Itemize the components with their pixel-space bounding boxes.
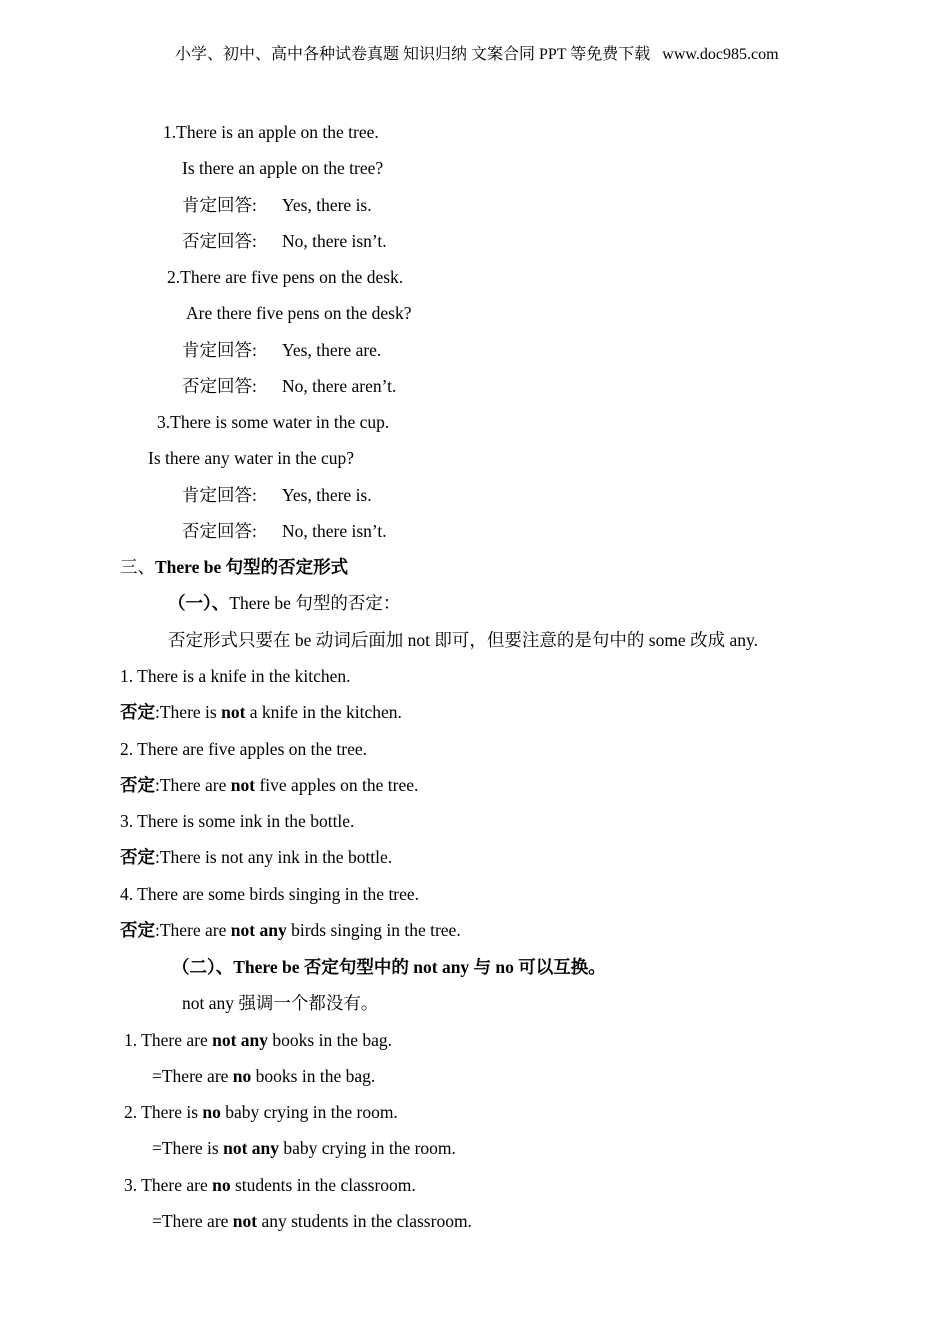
swap-1-line-1 bbox=[124, 1029, 392, 1051]
negative-label: 否定 bbox=[120, 775, 155, 795]
swap-emphasis: not bbox=[232, 1211, 258, 1231]
swap-text: students in the classroom. bbox=[230, 1175, 416, 1195]
neg-text: :There is bbox=[155, 702, 222, 722]
qa-1-positive bbox=[182, 194, 372, 216]
swap-1-line-2 bbox=[152, 1065, 375, 1087]
swap-3-line-2 bbox=[152, 1210, 472, 1232]
section-heading-en: There be bbox=[155, 557, 222, 577]
positive-label: 肯定回答: bbox=[182, 340, 257, 360]
neg-emphasis: not bbox=[221, 702, 246, 722]
qa-2-statement: 2.There are five pens on the desk. bbox=[167, 267, 404, 287]
positive-answer: Yes, there is. bbox=[282, 195, 372, 215]
page-header bbox=[175, 44, 779, 66]
neg-text: a knife in the kitchen. bbox=[245, 702, 402, 722]
swap-2-line-1 bbox=[124, 1101, 398, 1123]
negative-label: 否定 bbox=[120, 920, 155, 940]
swap-text: 3. There are bbox=[124, 1175, 213, 1195]
neg-emphasis: not any bbox=[230, 920, 287, 940]
swap-text: =There are bbox=[152, 1066, 233, 1086]
swap-text: baby crying in the room. bbox=[220, 1102, 398, 1122]
positive-answer: Yes, there are. bbox=[282, 340, 382, 360]
neg-emphasis: not bbox=[230, 775, 256, 795]
neg-text: birds singing in the tree. bbox=[286, 920, 461, 940]
swap-text: 1. There are bbox=[124, 1030, 213, 1050]
subsection-1-number: （一）、 bbox=[168, 593, 230, 613]
subsection-1-heading bbox=[168, 592, 400, 614]
example-1-sentence: 1. There is a knife in the kitchen. bbox=[120, 666, 351, 686]
subsection-1-text: There be 句型的否定： bbox=[229, 593, 401, 613]
subsection-2-heading: （二）、There be 否定句型中的 not any 与 no 可以互换。 bbox=[172, 957, 606, 977]
qa-1-question: Is there an apple on the tree? bbox=[182, 158, 384, 178]
positive-label: 肯定回答: bbox=[182, 195, 257, 215]
qa-3-negative bbox=[182, 520, 387, 542]
example-3-sentence: 3. There is some ink in the bottle. bbox=[120, 811, 355, 831]
qa-3-positive bbox=[182, 484, 372, 506]
qa-2-positive bbox=[182, 339, 381, 361]
qa-2-question: Are there five pens on the desk? bbox=[186, 303, 412, 323]
negative-label: 否定回答: bbox=[182, 376, 257, 396]
qa-1-negative bbox=[182, 230, 387, 252]
positive-label: 肯定回答: bbox=[182, 485, 257, 505]
swap-text: books in the bag. bbox=[251, 1066, 376, 1086]
subsection-2-note: not any 强调一个都没有。 bbox=[182, 993, 379, 1013]
section-number: 三、 bbox=[120, 557, 155, 577]
negative-answer: No, there isn’t. bbox=[282, 231, 387, 251]
example-3-negative bbox=[120, 846, 392, 868]
example-2-sentence: 2. There are five apples on the tree. bbox=[120, 739, 367, 759]
swap-2-line-2 bbox=[152, 1137, 456, 1159]
neg-text: five apples on the tree. bbox=[255, 775, 419, 795]
swap-text: baby crying in the room. bbox=[279, 1138, 456, 1158]
swap-text: 2. There is bbox=[124, 1102, 203, 1122]
neg-text: :There are bbox=[155, 775, 231, 795]
neg-text: :There is not any ink in the bottle. bbox=[155, 847, 393, 867]
qa-2-negative bbox=[182, 375, 396, 397]
section-heading bbox=[120, 556, 348, 578]
negative-label: 否定 bbox=[120, 702, 155, 722]
qa-3-question: Is there any water in the cup? bbox=[148, 448, 355, 468]
negative-answer: No, there aren’t. bbox=[282, 376, 397, 396]
negative-label: 否定回答: bbox=[182, 231, 257, 251]
example-1-negative bbox=[120, 701, 402, 723]
swap-text: =There are bbox=[152, 1211, 233, 1231]
qa-1-statement: 1.There is an apple on the tree. bbox=[163, 122, 379, 142]
neg-text: :There are bbox=[155, 920, 231, 940]
example-4-negative bbox=[120, 919, 461, 941]
swap-text: =There is bbox=[152, 1138, 224, 1158]
swap-emphasis: no bbox=[232, 1066, 252, 1086]
qa-3-statement: 3.There is some water in the cup. bbox=[157, 412, 390, 432]
negative-label: 否定 bbox=[120, 847, 155, 867]
example-2-negative bbox=[120, 774, 418, 796]
swap-emphasis: not any bbox=[212, 1030, 269, 1050]
example-4-sentence: 4. There are some birds singing in the tree. bbox=[120, 884, 420, 904]
header-text: 小学、初中、高中各种试卷真题 知识归纳 文案合同 PPT 等免费下载 bbox=[175, 46, 651, 63]
swap-text: books in the bag. bbox=[268, 1030, 392, 1050]
swap-emphasis: not any bbox=[223, 1138, 280, 1158]
positive-answer: Yes, there is. bbox=[282, 485, 372, 505]
swap-emphasis: no bbox=[202, 1102, 221, 1122]
header-url: www.doc985.com bbox=[662, 46, 779, 63]
section-heading-cn: 句型的否定形式 bbox=[221, 557, 349, 577]
negative-label: 否定回答: bbox=[182, 521, 257, 541]
negative-answer: No, there isn’t. bbox=[282, 521, 387, 541]
swap-emphasis: no bbox=[212, 1175, 231, 1195]
negation-rule: 否定形式只要在 be 动词后面加 not 即可，但要注意的是句中的 some 改成 any. bbox=[168, 630, 758, 650]
swap-text: any students in the classroom. bbox=[257, 1211, 472, 1231]
swap-3-line-1 bbox=[124, 1174, 416, 1196]
